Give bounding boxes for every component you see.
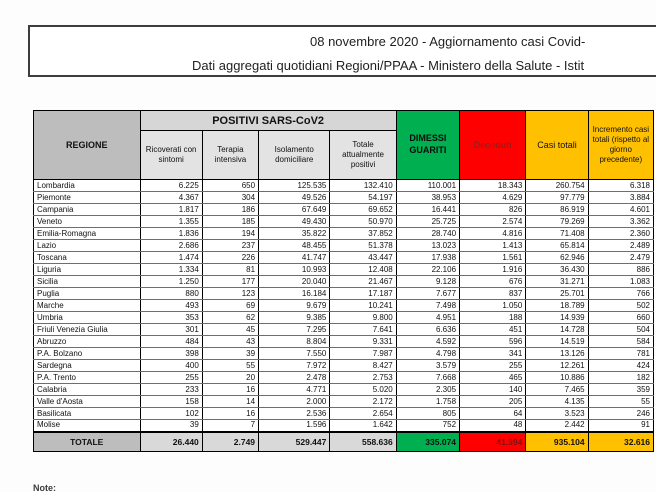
- value-cell: 4.951: [396, 312, 459, 324]
- total-value-cell-dimessi: 335.074: [396, 432, 459, 452]
- value-cell: 4.798: [396, 348, 459, 360]
- value-cell: 205: [460, 396, 526, 408]
- region-name-cell: Umbria: [34, 312, 141, 324]
- value-cell: 69.652: [330, 204, 396, 216]
- value-cell: 16.441: [396, 204, 459, 216]
- value-cell: 31.271: [526, 276, 588, 288]
- value-cell: 6.225: [140, 180, 202, 192]
- value-cell: 79.269: [526, 216, 588, 228]
- region-name-cell: Molise: [34, 420, 141, 432]
- table-row: [34, 192, 654, 204]
- value-cell: 596: [460, 336, 526, 348]
- title-box: [28, 25, 656, 77]
- table-row: [34, 396, 654, 408]
- value-cell: 140: [460, 384, 526, 396]
- region-name-cell: Sardegna: [34, 360, 141, 372]
- value-cell: 1.817: [140, 204, 202, 216]
- value-cell: 7: [202, 420, 258, 432]
- region-name-cell: Lombardia: [34, 180, 141, 192]
- value-cell: 10.993: [259, 264, 330, 276]
- value-cell: 8.804: [259, 336, 330, 348]
- table-row: [34, 312, 654, 324]
- value-cell: 12.261: [526, 360, 588, 372]
- value-cell: 194: [202, 228, 258, 240]
- table-row: [34, 264, 654, 276]
- value-cell: 1.355: [140, 216, 202, 228]
- column-header-terapia-intensiva: Terapia intensiva: [202, 131, 258, 180]
- table-row: [34, 372, 654, 384]
- value-cell: 2.686: [140, 240, 202, 252]
- region-name-cell: Emilia-Romagna: [34, 228, 141, 240]
- value-cell: 45: [202, 324, 258, 336]
- value-cell: 341: [460, 348, 526, 360]
- value-cell: 14.939: [526, 312, 588, 324]
- value-cell: 3.523: [526, 408, 588, 420]
- region-name-cell: Marche: [34, 300, 141, 312]
- value-cell: 4.601: [588, 204, 653, 216]
- value-cell: 9.385: [259, 312, 330, 324]
- value-cell: 398: [140, 348, 202, 360]
- value-cell: 4.135: [526, 396, 588, 408]
- value-cell: 39: [202, 348, 258, 360]
- value-cell: 25.701: [526, 288, 588, 300]
- value-cell: 8.427: [330, 360, 396, 372]
- value-cell: 7.668: [396, 372, 459, 384]
- value-cell: 7.972: [259, 360, 330, 372]
- value-cell: 237: [202, 240, 258, 252]
- value-cell: 246: [588, 408, 653, 420]
- table-body: [34, 180, 654, 432]
- value-cell: 13.126: [526, 348, 588, 360]
- value-cell: 48.455: [259, 240, 330, 252]
- column-header-dimessi-guariti: DIMESSI GUARITI: [396, 111, 459, 180]
- value-cell: 2.574: [460, 216, 526, 228]
- table-row: [34, 204, 654, 216]
- value-cell: 14.728: [526, 324, 588, 336]
- value-cell: 1.561: [460, 252, 526, 264]
- value-cell: 55: [202, 360, 258, 372]
- total-label-cell: TOTALE: [34, 432, 141, 452]
- table-footer: [34, 432, 654, 452]
- total-value-cell-incremento: 32.616: [588, 432, 653, 452]
- value-cell: 7.677: [396, 288, 459, 300]
- table-row: [34, 216, 654, 228]
- region-name-cell: Lazio: [34, 240, 141, 252]
- value-cell: 4.367: [140, 192, 202, 204]
- value-cell: 65.814: [526, 240, 588, 252]
- value-cell: 10.886: [526, 372, 588, 384]
- value-cell: 67.649: [259, 204, 330, 216]
- value-cell: 110.001: [396, 180, 459, 192]
- value-cell: 880: [140, 288, 202, 300]
- value-cell: 37.852: [330, 228, 396, 240]
- region-name-cell: Sicilia: [34, 276, 141, 288]
- value-cell: 186: [202, 204, 258, 216]
- value-cell: 20: [202, 372, 258, 384]
- value-cell: 86.919: [526, 204, 588, 216]
- value-cell: 50.970: [330, 216, 396, 228]
- value-cell: 2.172: [330, 396, 396, 408]
- value-cell: 359: [588, 384, 653, 396]
- value-cell: 18.343: [460, 180, 526, 192]
- value-cell: 55: [588, 396, 653, 408]
- value-cell: 2.478: [259, 372, 330, 384]
- total-value-cell: 529.447: [259, 432, 330, 452]
- value-cell: 484: [140, 336, 202, 348]
- value-cell: 69: [202, 300, 258, 312]
- value-cell: 97.779: [526, 192, 588, 204]
- total-value-cell: 2.749: [202, 432, 258, 452]
- value-cell: 3.579: [396, 360, 459, 372]
- value-cell: 16.184: [259, 288, 330, 300]
- value-cell: 1.050: [460, 300, 526, 312]
- value-cell: 9.128: [396, 276, 459, 288]
- total-value-cell: 26.440: [140, 432, 202, 452]
- table-row: [34, 276, 654, 288]
- value-cell: 1.250: [140, 276, 202, 288]
- value-cell: 62.946: [526, 252, 588, 264]
- value-cell: 504: [588, 324, 653, 336]
- value-cell: 39: [140, 420, 202, 432]
- value-cell: 5.020: [330, 384, 396, 396]
- value-cell: 36.430: [526, 264, 588, 276]
- value-cell: 9.679: [259, 300, 330, 312]
- value-cell: 451: [460, 324, 526, 336]
- value-cell: 49.430: [259, 216, 330, 228]
- value-cell: 1.413: [460, 240, 526, 252]
- value-cell: 21.467: [330, 276, 396, 288]
- value-cell: 7.465: [526, 384, 588, 396]
- value-cell: 4.592: [396, 336, 459, 348]
- table-row: [34, 420, 654, 432]
- table-row: [34, 360, 654, 372]
- value-cell: 102: [140, 408, 202, 420]
- region-name-cell: Toscana: [34, 252, 141, 264]
- value-cell: 353: [140, 312, 202, 324]
- table-row: [34, 384, 654, 396]
- covid-region-table: [33, 110, 654, 452]
- value-cell: 752: [396, 420, 459, 432]
- value-cell: 301: [140, 324, 202, 336]
- total-value-cell-deceduti: 41.394: [460, 432, 526, 452]
- value-cell: 2.489: [588, 240, 653, 252]
- value-cell: 12.408: [330, 264, 396, 276]
- value-cell: 2.305: [396, 384, 459, 396]
- value-cell: 1.642: [330, 420, 396, 432]
- table-header: [34, 111, 654, 180]
- value-cell: 2.536: [259, 408, 330, 420]
- table-row: [34, 288, 654, 300]
- value-cell: 2.000: [259, 396, 330, 408]
- value-cell: 805: [396, 408, 459, 420]
- value-cell: 7.641: [330, 324, 396, 336]
- value-cell: 2.753: [330, 372, 396, 384]
- value-cell: 1.083: [588, 276, 653, 288]
- table-row: [34, 348, 654, 360]
- value-cell: 132.410: [330, 180, 396, 192]
- column-header-deceduti: Deceduti: [460, 111, 526, 180]
- value-cell: 255: [140, 372, 202, 384]
- value-cell: 3.884: [588, 192, 653, 204]
- table-row: [34, 336, 654, 348]
- value-cell: 91: [588, 420, 653, 432]
- value-cell: 13.023: [396, 240, 459, 252]
- value-cell: 62: [202, 312, 258, 324]
- value-cell: 260.754: [526, 180, 588, 192]
- region-name-cell: P.A. Bolzano: [34, 348, 141, 360]
- value-cell: 35.822: [259, 228, 330, 240]
- region-name-cell: Piemonte: [34, 192, 141, 204]
- value-cell: 48: [460, 420, 526, 432]
- value-cell: 660: [588, 312, 653, 324]
- value-cell: 2.479: [588, 252, 653, 264]
- value-cell: 6.636: [396, 324, 459, 336]
- table-row: [34, 324, 654, 336]
- table-row: [34, 180, 654, 192]
- value-cell: 465: [460, 372, 526, 384]
- table-row: [34, 408, 654, 420]
- value-cell: 837: [460, 288, 526, 300]
- note-label: Note:: [33, 483, 56, 492]
- value-cell: 17.938: [396, 252, 459, 264]
- region-name-cell: Friuli Venezia Giulia: [34, 324, 141, 336]
- value-cell: 71.408: [526, 228, 588, 240]
- value-cell: 16: [202, 408, 258, 420]
- value-cell: 9.331: [330, 336, 396, 348]
- value-cell: 255: [460, 360, 526, 372]
- value-cell: 185: [202, 216, 258, 228]
- value-cell: 38.953: [396, 192, 459, 204]
- region-name-cell: Basilicata: [34, 408, 141, 420]
- value-cell: 1.596: [259, 420, 330, 432]
- value-cell: 4.771: [259, 384, 330, 396]
- total-value-cell-casi-totali: 935.104: [526, 432, 588, 452]
- value-cell: 1.474: [140, 252, 202, 264]
- value-cell: 766: [588, 288, 653, 300]
- value-cell: 49.526: [259, 192, 330, 204]
- value-cell: 43: [202, 336, 258, 348]
- value-cell: 14.519: [526, 336, 588, 348]
- value-cell: 16: [202, 384, 258, 396]
- value-cell: 233: [140, 384, 202, 396]
- value-cell: 502: [588, 300, 653, 312]
- value-cell: 304: [202, 192, 258, 204]
- title-line-date: 08 novembre 2020 - Aggiornamento casi Covid-: [310, 34, 586, 49]
- column-header-incremento: Incremento casi totali (rispetto al giorno precedente): [588, 111, 653, 180]
- column-header-regione: REGIONE: [34, 111, 141, 180]
- value-cell: 18.789: [526, 300, 588, 312]
- group-header-positivi: POSITIVI SARS-CoV2: [140, 111, 396, 131]
- value-cell: 51.378: [330, 240, 396, 252]
- column-header-isolamento: Isolamento domiciliare: [259, 131, 330, 180]
- region-name-cell: Puglia: [34, 288, 141, 300]
- value-cell: 7.550: [259, 348, 330, 360]
- value-cell: 400: [140, 360, 202, 372]
- table-row: [34, 240, 654, 252]
- total-row: [34, 432, 654, 452]
- value-cell: 20.040: [259, 276, 330, 288]
- value-cell: 43.447: [330, 252, 396, 264]
- value-cell: 10.241: [330, 300, 396, 312]
- value-cell: 182: [588, 372, 653, 384]
- value-cell: 826: [460, 204, 526, 216]
- value-cell: 4.629: [460, 192, 526, 204]
- region-name-cell: Campania: [34, 204, 141, 216]
- value-cell: 188: [460, 312, 526, 324]
- table-row: [34, 252, 654, 264]
- value-cell: 7.498: [396, 300, 459, 312]
- region-name-cell: Veneto: [34, 216, 141, 228]
- value-cell: 158: [140, 396, 202, 408]
- region-name-cell: Abruzzo: [34, 336, 141, 348]
- region-name-cell: Valle d'Aosta: [34, 396, 141, 408]
- value-cell: 2.654: [330, 408, 396, 420]
- value-cell: 28.740: [396, 228, 459, 240]
- total-value-cell: 558.636: [330, 432, 396, 452]
- value-cell: 177: [202, 276, 258, 288]
- value-cell: 17.187: [330, 288, 396, 300]
- value-cell: 25.725: [396, 216, 459, 228]
- value-cell: 676: [460, 276, 526, 288]
- value-cell: 1.836: [140, 228, 202, 240]
- title-line-source: Dati aggregati quotidiani Regioni/PPAA - Ministero della Salute - Istit: [192, 58, 585, 73]
- region-name-cell: P.A. Trento: [34, 372, 141, 384]
- value-cell: 424: [588, 360, 653, 372]
- region-name-cell: Liguria: [34, 264, 141, 276]
- value-cell: 54.197: [330, 192, 396, 204]
- value-cell: 81: [202, 264, 258, 276]
- value-cell: 4.816: [460, 228, 526, 240]
- column-header-totale-positivi: Totale attualmente positivi: [330, 131, 396, 180]
- value-cell: 1.916: [460, 264, 526, 276]
- value-cell: 1.758: [396, 396, 459, 408]
- value-cell: 3.362: [588, 216, 653, 228]
- value-cell: 781: [588, 348, 653, 360]
- value-cell: 22.106: [396, 264, 459, 276]
- value-cell: 2.360: [588, 228, 653, 240]
- value-cell: 584: [588, 336, 653, 348]
- table-row: [34, 228, 654, 240]
- value-cell: 123: [202, 288, 258, 300]
- column-header-casi-totali: Casi totali: [526, 111, 588, 180]
- value-cell: 9.800: [330, 312, 396, 324]
- value-cell: 14: [202, 396, 258, 408]
- value-cell: 41.747: [259, 252, 330, 264]
- value-cell: 2.442: [526, 420, 588, 432]
- region-name-cell: Calabria: [34, 384, 141, 396]
- value-cell: 226: [202, 252, 258, 264]
- value-cell: 886: [588, 264, 653, 276]
- value-cell: 1.334: [140, 264, 202, 276]
- table-row: [34, 300, 654, 312]
- value-cell: 64: [460, 408, 526, 420]
- value-cell: 125.535: [259, 180, 330, 192]
- header-row-group: [34, 111, 654, 131]
- value-cell: 650: [202, 180, 258, 192]
- column-header-ricoverati: Ricoverati con sintomi: [140, 131, 202, 180]
- value-cell: 7.987: [330, 348, 396, 360]
- value-cell: 7.295: [259, 324, 330, 336]
- value-cell: 6.318: [588, 180, 653, 192]
- value-cell: 493: [140, 300, 202, 312]
